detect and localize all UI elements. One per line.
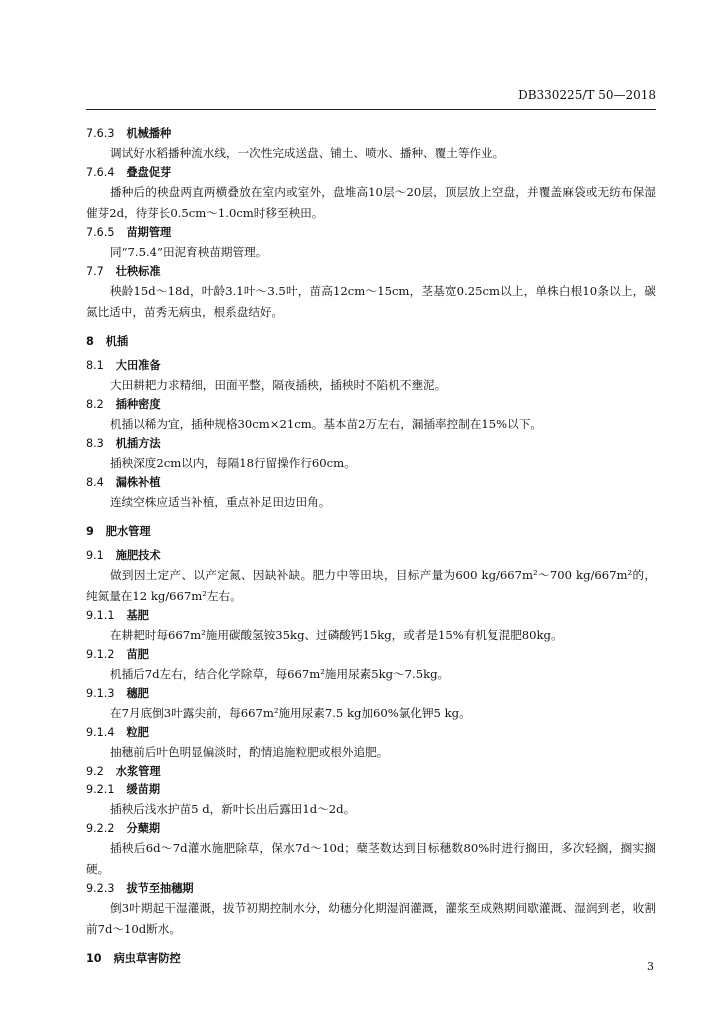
section-heading — [86, 396, 656, 414]
section-heading — [86, 523, 656, 541]
section-number: 9.1 — [86, 549, 104, 562]
section-heading — [86, 357, 656, 375]
section-heading — [86, 164, 656, 182]
section-heading — [86, 685, 656, 703]
section-number: 7.6.4 — [86, 166, 115, 179]
section-number: 10 — [86, 952, 102, 965]
section-number: 7.6.3 — [86, 127, 115, 140]
paragraph: 做到因土定产、以产定氮、因缺补缺。肥力中等田块，目标产量为600 kg/667m²～700 kg/667m²的，纯氮量在12 kg/667m²左右。 — [86, 568, 656, 603]
section-title: 施肥技术 — [115, 549, 161, 562]
paragraph: 机插以稀为宜，插种规格30cm×21cm。基本苗2万左右，漏插率控制在15%以下。 — [110, 417, 542, 431]
section-number: 9.2 — [86, 765, 104, 778]
section-title: 叠盘促芽 — [126, 166, 172, 179]
section-heading — [86, 474, 656, 492]
section-number: 9.1.1 — [86, 609, 115, 622]
section-heading — [86, 224, 656, 242]
section-number: 9.2.3 — [86, 882, 115, 895]
section-title: 穗肥 — [126, 687, 149, 700]
section-heading — [86, 646, 656, 664]
doc-code: DB330225/T 50—2018 — [518, 88, 656, 102]
section-title: 机械播种 — [126, 127, 172, 140]
section-title: 大田准备 — [115, 359, 161, 372]
paragraph: 插秧后6d～7d灌水施肥除草，保水7d～10d；蘖茎数达到目标穗数80%时进行搁田，多次轻搁，搁实搁硬。 — [86, 841, 656, 876]
document-body — [86, 125, 656, 974]
section-heading — [86, 607, 656, 625]
section-heading — [86, 950, 656, 968]
section-title: 缓苗期 — [126, 783, 161, 796]
section-heading — [86, 763, 656, 781]
paragraph: 播种后的秧盘两直两横叠放在室内或室外，盘堆高10层～20层，顶层放上空盘，并覆盖麻袋或无纺布保湿催芽2d，待芽长0.5cm～1.0cm时移至秧田。 — [86, 185, 656, 220]
section-title: 基肥 — [126, 609, 149, 622]
section-heading — [86, 820, 656, 838]
section-number: 9.2.2 — [86, 822, 115, 835]
paragraph: 大田耕耙力求精细，田面平整，隔夜插秧，插秧时不陷机不壅泥。 — [110, 378, 447, 392]
section-number: 8.4 — [86, 476, 104, 489]
section-number: 8.2 — [86, 398, 104, 411]
section-heading — [86, 435, 656, 453]
section-number: 7.6.5 — [86, 226, 115, 239]
section-title: 粒肥 — [126, 726, 149, 739]
section-heading — [86, 724, 656, 742]
section-number: 9.1.3 — [86, 687, 115, 700]
section-title: 分蘖期 — [126, 822, 161, 835]
section-number: 9.1.4 — [86, 726, 115, 739]
paragraph: 同“7.5.4”田泥育秧苗期管理。 — [110, 245, 268, 259]
paragraph: 抽穗前后叶色明显偏淡时，酌情追施粒肥或根外追肥。 — [110, 745, 389, 759]
section-number: 8.1 — [86, 359, 104, 372]
paragraph: 秧龄15d～18d，叶龄3.1叶～3.5叶，苗高12cm～15cm，茎基宽0.25cm以上，单株白根10条以上，碳氮比适中，苗秀无病虫，根系盘结好。 — [86, 284, 656, 319]
section-title: 拔节至抽穗期 — [126, 882, 194, 895]
section-title: 漏株补植 — [115, 476, 161, 489]
section-title: 肥水管理 — [105, 525, 151, 538]
paragraph: 倒3叶期起干湿灌溉，拔节初期控制水分，幼穗分化期湿润灌溉，灌浆至成熟期间歇灌溉、湿润到老，收割前7d～10d断水。 — [86, 901, 656, 936]
section-title: 病虫草害防控 — [113, 952, 181, 965]
section-heading — [86, 880, 656, 898]
section-number: 8.3 — [86, 437, 104, 450]
section-title: 苗肥 — [126, 648, 149, 661]
paragraph: 在7月底倒3叶露尖前，每667m²施用尿素7.5 kg加60%氯化钾5 kg。 — [110, 706, 471, 720]
section-title: 插种密度 — [115, 398, 161, 411]
section-number: 8 — [86, 335, 94, 348]
section-title: 苗期管理 — [126, 226, 172, 239]
section-heading — [86, 781, 656, 799]
paragraph: 机插后7d左右，结合化学除草，每667m²施用尿素5kg～7.5kg。 — [110, 667, 450, 681]
paragraph: 连续空株应适当补植，重点补足田边田角。 — [110, 495, 331, 509]
page-number: 3 — [647, 960, 654, 973]
paragraph: 在耕耙时每667m²施用碳酸氢铵35kg、过磷酸钙15kg，或者是15%有机复混肥80kg。 — [110, 628, 563, 642]
section-title: 机插 — [105, 335, 129, 348]
section-heading — [86, 547, 656, 565]
section-number: 9.1.2 — [86, 648, 115, 661]
section-title: 壮秧标准 — [115, 265, 161, 278]
paragraph: 调试好水稻播种流水线，一次性完成送盘、铺土、喷水、播种、覆土等作业。 — [110, 146, 505, 160]
section-title: 机插方法 — [115, 437, 161, 450]
section-number: 9 — [86, 525, 94, 538]
paragraph: 插秧深度2cm以内，每隔18行留操作行60cm。 — [110, 456, 356, 470]
section-number: 9.2.1 — [86, 783, 115, 796]
section-heading — [86, 263, 656, 281]
section-heading — [86, 333, 656, 351]
header-rule — [86, 109, 656, 110]
section-number: 7.7 — [86, 265, 104, 278]
section-heading — [86, 125, 656, 143]
paragraph: 插秧后浅水护苗5 d，新叶长出后露田1d～2d。 — [110, 802, 356, 816]
section-title: 水浆管理 — [115, 765, 161, 778]
